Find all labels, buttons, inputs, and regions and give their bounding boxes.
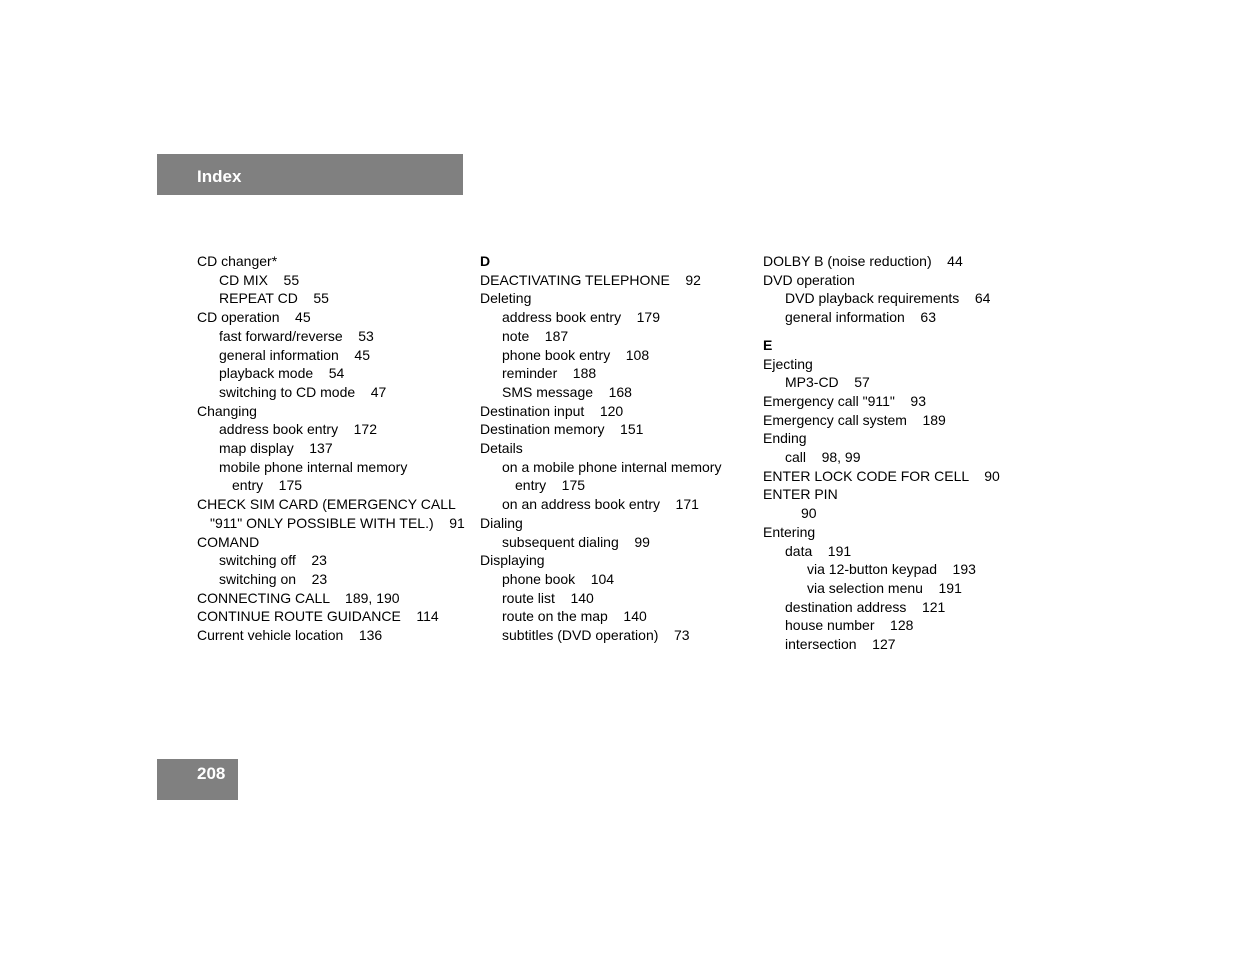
index-entry: 90 — [801, 505, 817, 522]
index-entry: CD changer* — [197, 253, 278, 269]
index-entry: data 191 — [785, 542, 852, 559]
index-entry: phone book entry 108 — [502, 346, 650, 363]
index-entry: Changing — [197, 402, 257, 419]
index-entry: DEACTIVATING TELEPHONE 92 — [480, 271, 701, 288]
index-column-1 — [197, 252, 467, 645]
page-number: 208 — [197, 764, 226, 783]
index-entry: CONNECTING CALL 189, 190 — [197, 589, 400, 606]
index-entry: intersection 127 — [785, 636, 896, 653]
index-entry: Displaying — [480, 552, 545, 569]
index-entry: mobile phone internal memory — [219, 458, 408, 475]
index-entry: general information 45 — [219, 346, 370, 363]
index-entry: MP3-CD 57 — [785, 374, 870, 391]
index-entry: ENTER LOCK CODE FOR CELL 90 — [763, 467, 1000, 484]
index-entry: ENTER PIN — [763, 486, 838, 503]
index-entry: destination address 121 — [785, 598, 946, 615]
index-entry: CD MIX 55 — [219, 271, 300, 288]
index-column-3 — [763, 252, 1023, 654]
index-entry: call 98, 99 — [785, 449, 861, 466]
spacer — [763, 327, 1023, 336]
index-entry: DVD operation — [763, 271, 855, 288]
index-entry: Current vehicle location 136 — [197, 627, 383, 644]
index-entry: Ejecting — [763, 355, 813, 372]
index-entry: general information 63 — [785, 309, 936, 326]
index-entry: subtitles (DVD operation) 73 — [502, 627, 690, 644]
index-letter-heading: D — [480, 253, 491, 269]
index-entry: entry 175 — [515, 477, 586, 494]
index-entry: on an address book entry 171 — [502, 496, 699, 513]
index-entry: map display 137 — [219, 440, 333, 457]
index-entry: subsequent dialing 99 — [502, 533, 650, 550]
index-entry: Details — [480, 440, 523, 457]
section-header-bar — [157, 154, 463, 195]
index-entry: route on the map 140 — [502, 608, 647, 625]
index-entry: note 187 — [502, 327, 569, 344]
index-entry: Deleting — [480, 290, 532, 307]
index-entry: on a mobile phone internal memory — [502, 458, 722, 475]
index-entry: phone book 104 — [502, 570, 615, 587]
index-entry: Ending — [763, 430, 807, 447]
index-entry: "911" ONLY POSSIBLE WITH TEL.) 91 — [210, 514, 465, 531]
index-letter-heading: E — [763, 336, 773, 353]
index-entry: via selection menu 191 — [807, 579, 962, 596]
index-entry: via 12-button keypad 193 — [807, 561, 976, 578]
index-entry: Emergency call system 189 — [763, 411, 946, 428]
index-entry: address book entry 179 — [502, 309, 660, 326]
index-entry: Destination memory 151 — [480, 421, 644, 438]
index-entry: route list 140 — [502, 589, 594, 606]
index-entry: entry 175 — [232, 477, 303, 494]
index-entry: switching on 23 — [219, 570, 328, 587]
index-entry: fast forward/reverse 53 — [219, 327, 374, 344]
index-entry: Entering — [763, 523, 816, 540]
index-entry: house number 128 — [785, 617, 914, 634]
section-title: Index — [197, 167, 242, 186]
index-entry: CD operation 45 — [197, 309, 311, 326]
index-entry: SMS message 168 — [502, 383, 632, 400]
index-entry: CONTINUE ROUTE GUIDANCE 114 — [197, 608, 439, 625]
index-entry: address book entry 172 — [219, 421, 377, 438]
index-entry: Destination input 120 — [480, 402, 624, 419]
index-entry: Emergency call "911" 93 — [763, 392, 926, 409]
index-entry: switching off 23 — [219, 552, 327, 569]
index-column-2 — [480, 252, 750, 645]
index-entry: switching to CD mode 47 — [219, 383, 387, 400]
index-entry: CHECK SIM CARD (EMERGENCY CALL — [197, 496, 456, 513]
page-number-box — [157, 759, 238, 800]
index-entry: DVD playback requirements 64 — [785, 290, 991, 307]
index-entry: REPEAT CD 55 — [219, 290, 329, 307]
index-entry: Dialing — [480, 514, 523, 531]
index-entry: playback mode 54 — [219, 365, 345, 382]
index-entry: COMAND — [197, 533, 260, 550]
index-entry: DOLBY B (noise reduction) 44 — [763, 253, 963, 269]
index-entry: reminder 188 — [502, 365, 597, 382]
